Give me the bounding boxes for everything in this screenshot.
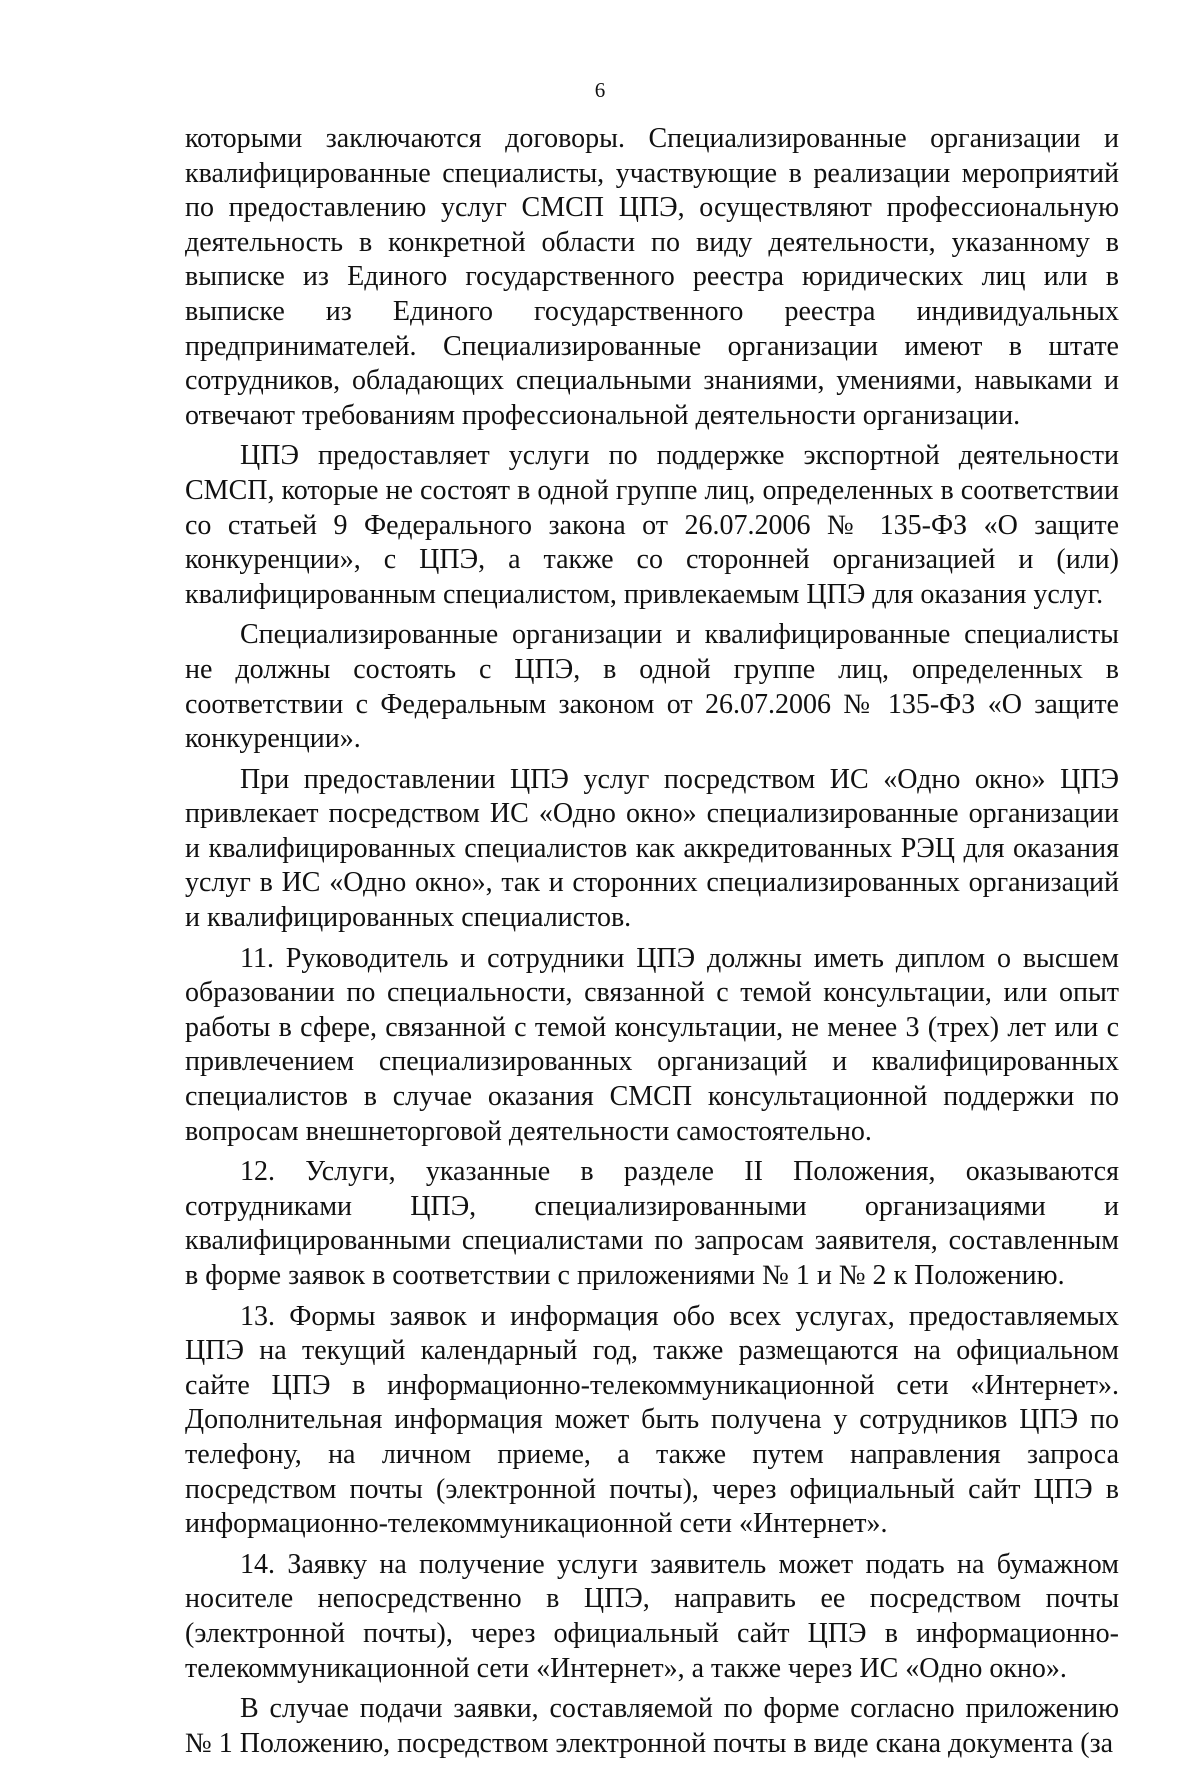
paragraph-cpe-services: ЦПЭ предоставляет услуги по поддержке экспортной деятельности СМСП, которые не состоят в одной группе лиц, определенных в соответствии со статьей 9 Федерального закона от 26.07.2006 № 135-ФЗ «О защите конкуренции», с ЦПЭ, а также со сторонней организацией и (или) квалифицированным специалистом, привлекаемым ЦПЭ для оказания услуг. (185, 440, 1119, 610)
paragraph-item-11: 11. Руководитель и сотрудники ЦПЭ должны иметь диплом о высшем образовании по специальности, связанной с темой консультации, или опыт работы в сфере, связанной с темой консультации, не менее 3 (трех) лет или с привлечением специализированных организаций и квалифицированных специалистов в случае оказания СМСП консультационной поддержки по вопросам внешнеторговой деятельности самостоятельно. (185, 942, 1119, 1147)
paragraph-email-submission: В случае подачи заявки, составляемой по форме согласно приложению № 1 Положению, посредством электронной почты в виде скана документа (за (185, 1693, 1119, 1759)
paragraph-specialized-orgs: Специализированные организации и квалифицированные специалисты не должны состоять с ЦПЭ, в одной группе лиц, определенных в соответствии с Федеральным законом от 26.07.2006 № 135-ФЗ «О защите конкуренции». (185, 619, 1119, 755)
paragraph-item-13: 13. Формы заявок и информация обо всех услугах, предоставляемых ЦПЭ на текущий календарный год, также размещаются на официальном сайте ЦПЭ в информационно-телекоммуникационной сети «Интернет». Дополнительная информация может быть получена у сотрудников ЦПЭ по телефону, на личном приеме, а также путем направления запроса посредством почты (электронной почты), через официальный сайт ЦПЭ в информационно-телекоммуникационной сети «Интернет». (185, 1300, 1119, 1540)
paragraph-one-window: При предоставлении ЦПЭ услуг посредством ИС «Одно окно» ЦПЭ привлекает посредством ИС «Одно окно» специализированные организации и квалифицированных специалистов как аккредитованных РЭЦ для оказания услуг в ИС «Одно окно», так и сторонних специализированных организаций и квалифицированных специалистов. (185, 763, 1119, 934)
document-body (185, 122, 1119, 1767)
paragraph-item-12: 12. Услуги, указанные в разделе II Положения, оказываются сотрудниками ЦПЭ, специализированными организациями и квалифицированными специалистами по запросам заявителя, составленным в форме заявок в соответствии с приложениями № 1 и № 2 к Положению. (185, 1156, 1119, 1291)
paragraph-item-14: 14. Заявку на получение услуги заявитель может подать на бумажном носителе непосредственно в ЦПЭ, направить ее посредством почты (электронной почты), через официальный сайт ЦПЭ в информационно-телекоммуникационной сети «Интернет», а также через ИС «Одно окно». (185, 1548, 1119, 1684)
paragraph-continuation: которыми заключаются договоры. Специализированные организации и квалифицированные специалисты, участвующие в реализации мероприятий по предоставлению услуг СМСП ЦПЭ, осуществляют профессиональную деятельность в конкретной области по виду деятельности, указанному в выписке из Единого государственного реестра юридических лиц или в выписке из Единого государственного реестра индивидуальных предпринимателей. Специализированные организации имеют в штате сотрудников, обладающих специальными знаниями, умениями, навыками и отвечают требованиям профессиональной деятельности организации. (185, 123, 1119, 431)
page-number: 6 (594, 78, 606, 102)
